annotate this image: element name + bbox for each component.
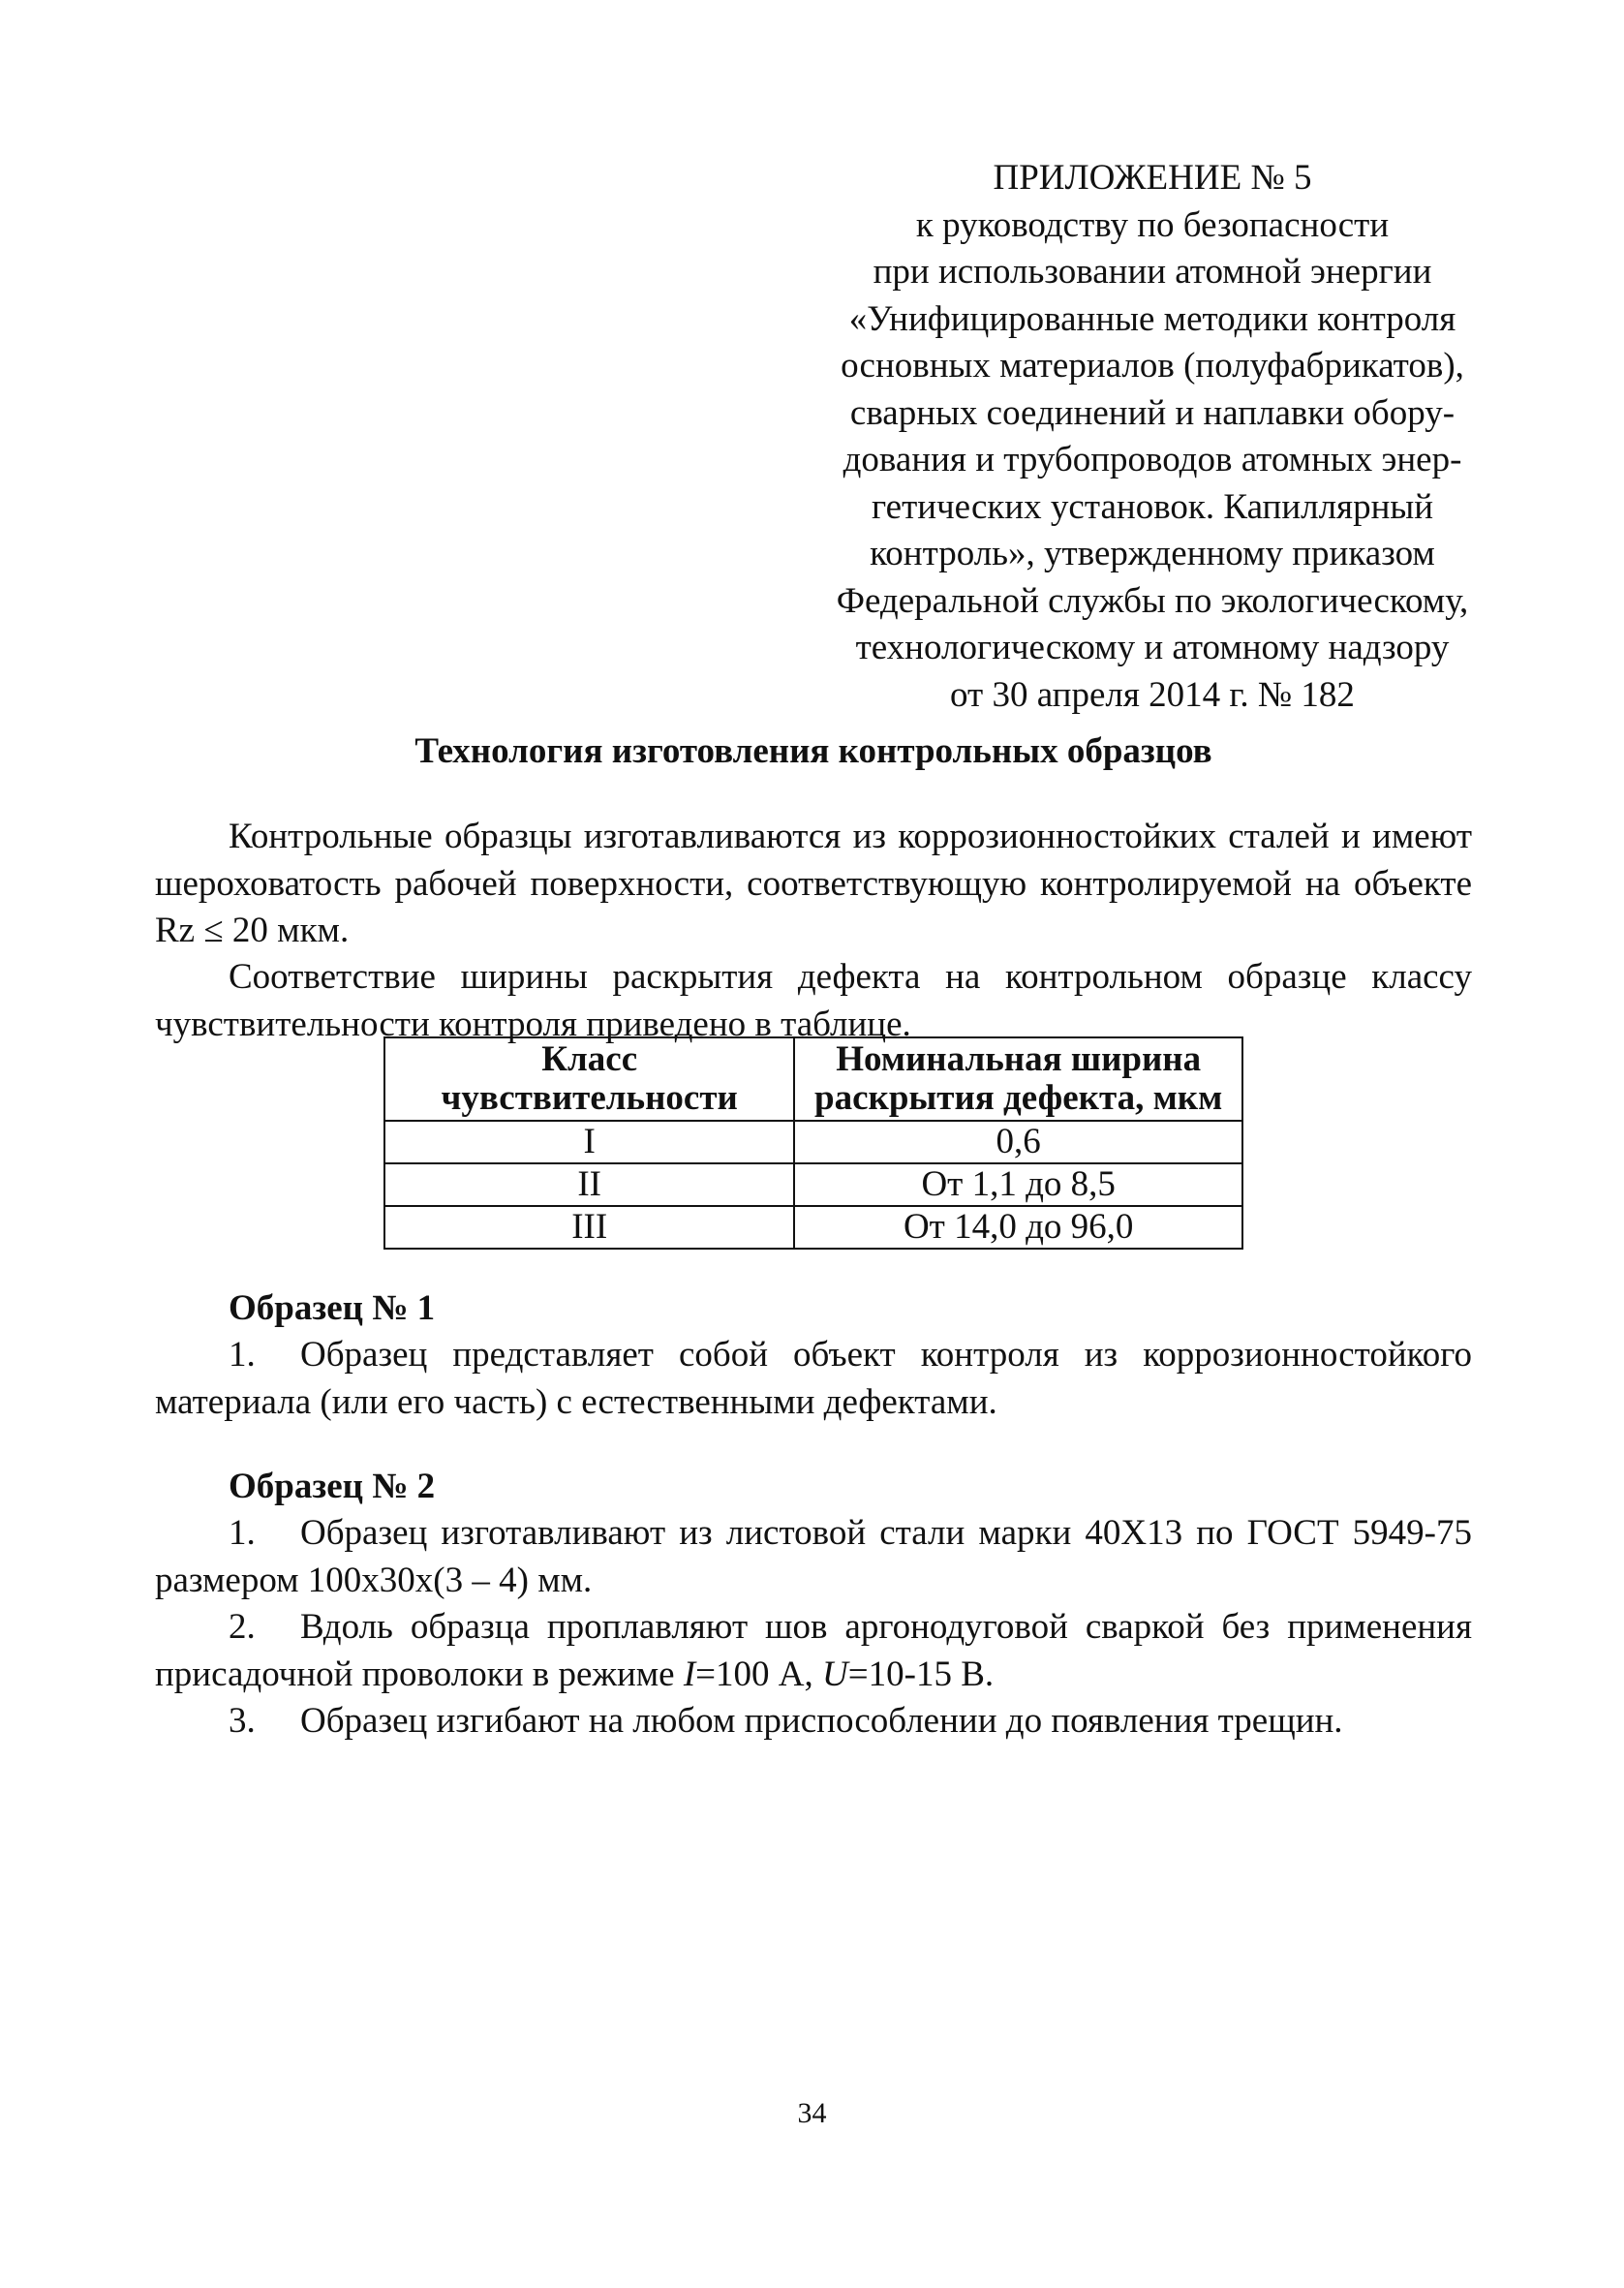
list-item-number: 1. (229, 1513, 256, 1553)
table-row (384, 1121, 1242, 1163)
table-cell: От 1,1 до 8,5 (794, 1163, 1242, 1206)
table-cell: I (384, 1121, 794, 1163)
table-cell: От 14,0 до 96,0 (794, 1206, 1242, 1249)
appendix-line: ПРИЛОЖЕНИЕ № 5 (993, 158, 1312, 198)
table-cell: II (384, 1163, 794, 1206)
appendix-line: контроль», утвержденному приказом (870, 534, 1435, 573)
paragraph-text: Контрольные образцы изготавливаются из коррозионностойких сталей и имеют шероховатость рабочей поверхности, соответствующую контролируемой на объекте Rz ≤ 20 мкм. (155, 817, 1472, 950)
list-item (155, 1698, 1472, 1746)
list-item-number: 3. (229, 1701, 256, 1741)
appendix-line: «Унифицированные методики контроля (848, 298, 1456, 339)
voltage-variable: U (822, 1654, 848, 1694)
page-number: 34 (797, 2097, 827, 2129)
table-row (384, 1163, 1242, 1206)
current-variable: I (683, 1654, 696, 1694)
appendix-header (794, 155, 1511, 719)
appendix-line: основных материалов (полуфабрикатов), (841, 346, 1464, 386)
appendix-line: сварных соединений и наплавки обору- (849, 392, 1455, 433)
list-item-number: 2. (229, 1607, 256, 1647)
appendix-line: гетических установок. Капиллярный (871, 486, 1434, 527)
appendix-line: к руководству по безопасности (915, 204, 1390, 245)
list-item-text: Образец изготавливают из листовой стали марки 40Х13 по ГОСТ 5949-75 размером 100х30х(3 – 4) мм. (155, 1513, 1472, 1600)
table-header-cell: Класс чувствительности (384, 1037, 794, 1121)
list-item-number: 1. (229, 1335, 256, 1375)
table-row (384, 1206, 1242, 1249)
list-item (155, 1332, 1472, 1426)
table-header-row (384, 1037, 1242, 1121)
table-cell: 0,6 (794, 1121, 1242, 1163)
sample-title: Образец № 2 (229, 1467, 436, 1506)
paragraph (155, 954, 1472, 1048)
list-item-text: Образец представляет собой объект контроля из коррозионностойкого материала (или его часть) с естественными дефектами. (155, 1335, 1472, 1422)
list-item (155, 1510, 1472, 1604)
list-item-text: =10-15 В. (847, 1654, 995, 1694)
appendix-line: от 30 апреля 2014 г. № 182 (950, 674, 1355, 715)
table-header-cell: Номинальная ширина раскрытия дефекта, мкм (794, 1037, 1242, 1121)
appendix-line: дования и трубопроводов атомных энер- (843, 440, 1462, 479)
section-heading: Технология изготовления контрольных образцов (414, 731, 1212, 771)
sensitivity-table (383, 1036, 1243, 1250)
list-item-text: Вдоль образца проплавляют шов аргонодуговой сваркой без применения присадочной проволоки в режиме (155, 1607, 1472, 1694)
list-item-text: =100 А, (695, 1654, 823, 1694)
table-cell: III (384, 1206, 794, 1249)
paragraph-text: Соответствие ширины раскрытия дефекта на контрольном образце классу чувствительности контроля приведено в таблице. (155, 957, 1472, 1044)
appendix-line: при использовании атомной энергии (873, 252, 1432, 292)
sample-title: Образец № 1 (229, 1288, 436, 1328)
list-item-text: Образец изгибают на любом приспособлении до появления трещин. (300, 1701, 1343, 1741)
appendix-line: технологическому и атомному надзору (855, 628, 1450, 667)
appendix-line: Федеральной службы по экологическому, (836, 580, 1469, 621)
list-item (155, 1604, 1472, 1698)
paragraph (155, 814, 1472, 955)
